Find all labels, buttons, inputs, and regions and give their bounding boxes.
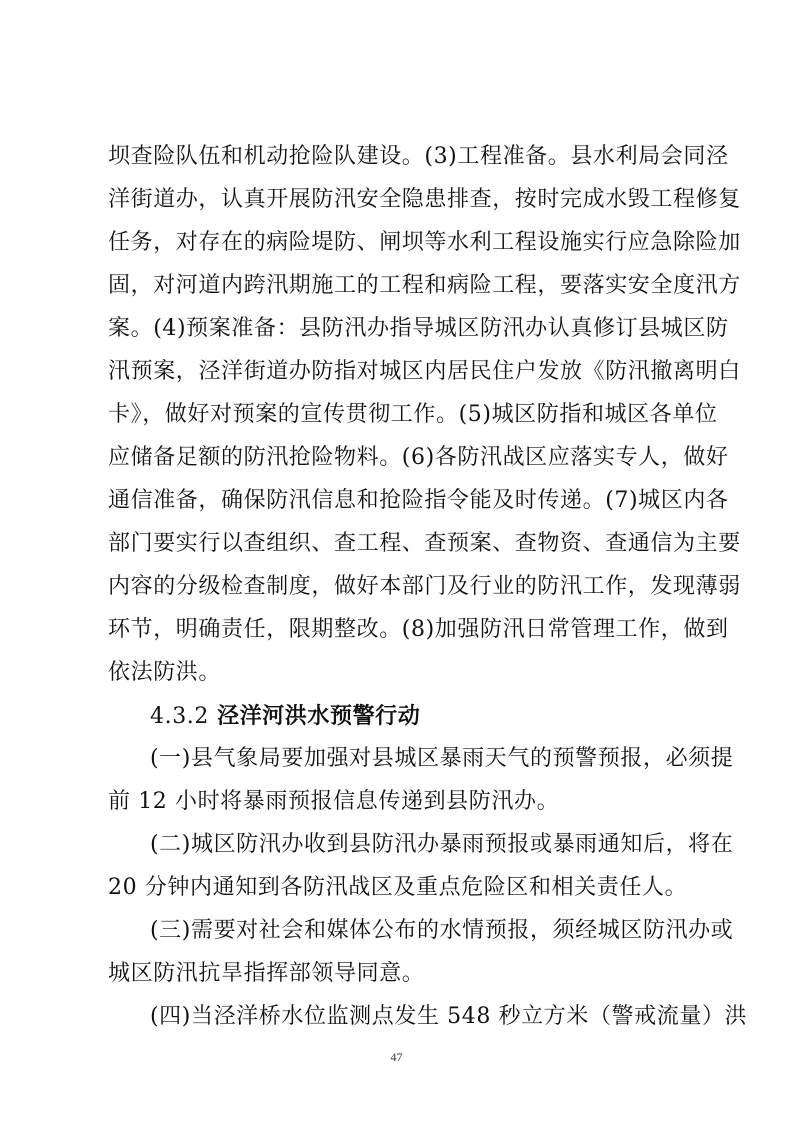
list-item-continuation: 城区防汛抗旱指挥部领导同意。 bbox=[108, 961, 425, 986]
page-number: 47 bbox=[390, 1050, 403, 1064]
paragraph-line: 内容的分级检查制度，做好本部门及行业的防汛工作，发现薄弱 bbox=[108, 574, 741, 599]
paragraph-line: 案。(4)预案准备：县防汛办指导城区防汛办认真修订县城区防 bbox=[108, 316, 729, 341]
section-number: 4.3.2 bbox=[150, 704, 209, 729]
list-item-first-line: (三)需要对社会和媒体公布的水情预报，须经城区防汛办或 bbox=[150, 918, 734, 943]
paragraph-line: 卡》，做好对预案的宣传贯彻工作。(5)城区防指和城区各单位 bbox=[108, 402, 718, 427]
paragraph-line: 固，对河道内跨汛期施工的工程和病险工程，要落实安全度汛方 bbox=[108, 273, 741, 298]
section-title: 泾洋河洪水预警行动 bbox=[216, 703, 421, 729]
paragraph-line: 任务，对存在的病险堤防、闸坝等水利工程设施实行应急除险加 bbox=[108, 230, 741, 255]
list-item-first-line: (四)当泾洋桥水位监测点发生 548 秒立方米（警戒流量）洪 bbox=[150, 1004, 748, 1029]
paragraph-line: 部门要实行以查组织、查工程、查预案、查物资、查通信为主要 bbox=[108, 531, 741, 556]
list-item-continuation: 20 分钟内通知到各防汛战区及重点危险区和相关责任人。 bbox=[108, 875, 688, 900]
paragraph-line: 环节，明确责任，限期整改。(8)加强防汛日常管理工作，做到 bbox=[108, 617, 729, 642]
paragraph-line: 通信准备，确保防汛信息和抢险指令能及时传递。(7)城区内各 bbox=[108, 488, 729, 513]
paragraph-line: 汛预案，泾洋街道办防指对城区内居民住户发放《防汛撤离明白 bbox=[108, 359, 741, 384]
paragraph-line: 洋街道办，认真开展防汛安全隐患排查，按时完成水毁工程修复 bbox=[108, 187, 741, 212]
list-item-first-line: (一)县气象局要加强对县城区暴雨天气的预警预报，必须提 bbox=[150, 746, 734, 771]
list-item-continuation: 前 12 小时将暴雨预报信息传递到县防汛办。 bbox=[108, 789, 560, 814]
paragraph-line: 坝查险队伍和机动抢险队建设。(3)工程准备。县水利局会同泾 bbox=[108, 144, 729, 169]
paragraph-line: 应储备足额的防汛抢险物料。(6)各防汛战区应落实专人，做好 bbox=[108, 445, 729, 470]
paragraph-line: 依法防洪。 bbox=[108, 660, 222, 685]
list-item-first-line: (二)城区防汛办收到县防汛办暴雨预报或暴雨通知后，将在 bbox=[150, 832, 734, 857]
section-heading bbox=[150, 702, 698, 730]
